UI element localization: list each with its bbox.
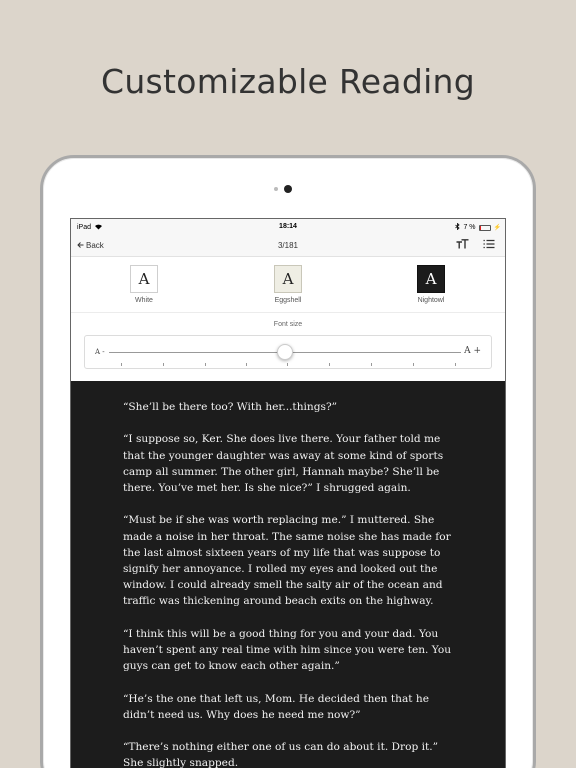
theme-eggshell-label: Eggshell: [274, 297, 302, 304]
slider-tick: [246, 363, 247, 366]
paragraph: “I think this will be a good thing for you and your dad. You haven’t spent any real time with him since you were ten. You guys can get to know each other again.”: [123, 627, 452, 673]
back-label: Back: [86, 241, 104, 250]
slider-tick: [121, 363, 122, 366]
font-size-label: Font size: [273, 321, 303, 328]
font-size-slider-box: [84, 335, 492, 369]
paragraph: “She’ll be there too? With her...things?”: [123, 401, 338, 413]
theme-white-label: White: [135, 297, 153, 304]
font-increase-label[interactable]: A +: [464, 346, 481, 356]
font-size-panel: [71, 313, 505, 381]
paragraph: “There’s nothing either one of us can do about it. Drop it.” She slightly snapped.: [123, 741, 439, 768]
battery-percent: 7 %: [463, 224, 476, 231]
slider-tick: [329, 363, 330, 366]
theme-eggshell[interactable]: [258, 265, 318, 304]
slider-tick: [371, 363, 372, 366]
slider-tick: [205, 363, 206, 366]
theme-white[interactable]: [114, 265, 174, 304]
battery-icon: [479, 225, 491, 231]
theme-white-swatch: A: [130, 265, 158, 293]
sensor-dot: [274, 187, 278, 191]
slider-tick: [163, 363, 164, 366]
font-size-slider-thumb[interactable]: [277, 344, 293, 360]
reader-nav-bar: [71, 235, 505, 257]
theme-selector: [71, 257, 505, 313]
bluetooth-icon: [455, 223, 460, 232]
theme-nightowl[interactable]: [401, 265, 461, 304]
paragraph: “He’s the one that left us, Mom. He decided then that he didn’t need us. Why does he need me now?”: [123, 692, 429, 721]
slider-tick: [455, 363, 456, 366]
device-label: iPad: [77, 224, 92, 231]
status-time: 18:14: [279, 223, 297, 230]
font-size-icon[interactable]: [456, 239, 469, 251]
page-indicator: 3/181: [277, 241, 299, 250]
theme-eggshell-swatch: A: [274, 265, 302, 293]
slider-tick: [413, 363, 414, 366]
paragraph: “Must be if she was worth replacing me.” I muttered. She made a noise in her throat. The same noise she has made for the last almost sixteen years of my life that was suppose to signify her annoyance. I rolled my eyes and looked out the window. I could already smell the salty air of the ocean and traffic was thickening around beach exits on the highway.: [123, 514, 451, 608]
slider-tick: [287, 363, 288, 366]
headline: Customizable Reading: [101, 62, 475, 101]
status-bar: [71, 219, 505, 235]
paragraph: “I suppose so, Ker. She does live there. Your father told me that the younger daughter was away at some kind of sports camp all summer. The other girl, Hannah maybe? She’ll be there. You’ve met her. Is she nice?” I shrugged again.: [123, 433, 444, 494]
theme-nightowl-swatch: A: [417, 265, 445, 293]
theme-nightowl-label: Nightowl: [417, 297, 445, 304]
ipad-screen: [70, 218, 506, 768]
table-of-contents-icon[interactable]: [483, 239, 495, 251]
reading-area: [71, 381, 505, 768]
font-decrease-label[interactable]: A -: [95, 348, 105, 356]
charging-icon: ⚡: [493, 225, 501, 231]
front-camera: [284, 185, 292, 193]
